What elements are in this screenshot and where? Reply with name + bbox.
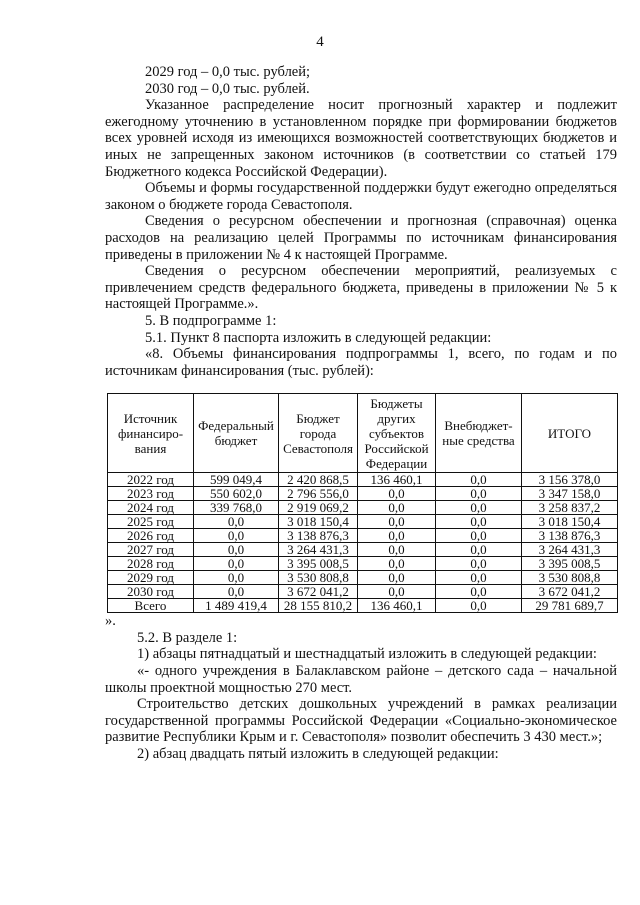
column-header: Источник финансиро-вания: [108, 394, 194, 473]
column-header: Федеральный бюджет: [194, 394, 279, 473]
table-cell: 2 420 868,5: [279, 473, 358, 487]
table-cell: 0,0: [358, 515, 436, 529]
table-cell: 3 395 008,5: [279, 557, 358, 571]
table-cell: 2029 год: [108, 571, 194, 585]
table-cell: 2022 год: [108, 473, 194, 487]
table-row: [108, 501, 618, 515]
document-body: [105, 64, 617, 763]
table-cell: 2028 год: [108, 557, 194, 571]
table-row: [108, 473, 618, 487]
table-cell: 0,0: [194, 585, 279, 599]
financing-table: [107, 393, 618, 613]
paragraph: Сведения о ресурсном обеспечении мероприятий, реализуемых с привлечением средств федерального бюджета, приведены в приложении № 5 к настоящей Программе.».: [105, 263, 617, 313]
table-header-row: [108, 394, 618, 473]
table-cell: 0,0: [358, 501, 436, 515]
column-header: Внебюджет-ные средства: [436, 394, 522, 473]
table-cell: 0,0: [436, 529, 522, 543]
table-cell: 0,0: [358, 557, 436, 571]
table-cell: 3 018 150,4: [279, 515, 358, 529]
table-cell: 2026 год: [108, 529, 194, 543]
table-cell: 3 530 808,8: [522, 571, 618, 585]
paragraph: 2029 год – 0,0 тыс. рублей;: [145, 64, 311, 80]
table-row: [108, 487, 618, 501]
table-cell: 0,0: [436, 473, 522, 487]
table-cell: 3 264 431,3: [522, 543, 618, 557]
table-cell: 136 460,1: [358, 599, 436, 613]
table-cell: 599 049,4: [194, 473, 279, 487]
table-total-row: [108, 599, 618, 613]
table-cell: 3 156 378,0: [522, 473, 618, 487]
table-cell: 0,0: [194, 571, 279, 585]
table-cell: 2024 год: [108, 501, 194, 515]
table-cell: 0,0: [194, 529, 279, 543]
paragraph: «- одного учреждения в Балаклавском районе – детского сада – начальной школы проектной мощностью 270 мест.: [105, 663, 617, 696]
table-cell: 3 258 837,2: [522, 501, 618, 515]
column-header: Бюджет города Севастополя: [279, 394, 358, 473]
table-row: [108, 585, 618, 599]
table-cell: 0,0: [194, 557, 279, 571]
section-heading: 5. В подпрограмме 1:: [145, 312, 277, 329]
table-cell: 29 781 689,7: [522, 599, 618, 613]
paragraph: Сведения о ресурсном обеспечении и прогнозная (справочная) оценка расходов на реализацию целей Программы по источникам финансирования приведены в приложении № 4 к настоящей Программе.: [105, 213, 617, 263]
table-cell: 0,0: [436, 501, 522, 515]
table-cell: 2025 год: [108, 515, 194, 529]
paragraph: Строительство детских дошкольных учреждений в рамках реализации государственной программы Российской Федерации «Социально-экономическое развитие Республики Крым и г. Севастополя» позволит обеспечить 3 430 мест.»;: [105, 696, 617, 746]
table-cell: 3 018 150,4: [522, 515, 618, 529]
table-cell: 0,0: [436, 543, 522, 557]
table-cell: 3 138 876,3: [522, 529, 618, 543]
table-cell: 0,0: [194, 515, 279, 529]
paragraph: 5.1. Пункт 8 паспорта изложить в следующей редакции:: [145, 329, 492, 346]
table-cell: 3 264 431,3: [279, 543, 358, 557]
page-number: 4: [316, 34, 324, 50]
table-cell: 3 138 876,3: [279, 529, 358, 543]
table-row: [108, 543, 618, 557]
table-closing-quote: ».: [105, 613, 116, 630]
column-header: ИТОГО: [522, 394, 618, 473]
table-cell: 0,0: [194, 543, 279, 557]
table-cell: 0,0: [436, 599, 522, 613]
table-cell: 0,0: [358, 585, 436, 599]
table-cell: 2 796 556,0: [279, 487, 358, 501]
table-cell: 0,0: [436, 585, 522, 599]
table-cell: 0,0: [358, 571, 436, 585]
table-cell: 2030 год: [108, 585, 194, 599]
paragraph: Указанное распределение носит прогнозный характер и подлежит ежегодному уточнению в установленном порядке при формировании бюджетов всех уровней исходя из имеющихся возможностей соответствующих бюджетов и иных не запрещенных законом источников (в соответствии со статьей 179 Бюджетного кодекса Российской Федерации).: [105, 97, 617, 180]
table-row: [108, 515, 618, 529]
table-cell: 0,0: [358, 487, 436, 501]
table-cell: 0,0: [436, 557, 522, 571]
table-cell: 3 530 808,8: [279, 571, 358, 585]
table-cell: 550 602,0: [194, 487, 279, 501]
section-heading: 5.2. В разделе 1:: [137, 629, 238, 646]
table-cell: 3 672 041,2: [522, 585, 618, 599]
paragraph: Объемы и формы государственной поддержки будут ежегодно определяться законом о бюджете города Севастополя.: [105, 180, 617, 213]
table-cell: 0,0: [436, 571, 522, 585]
table-row: [108, 571, 618, 585]
table-cell: 0,0: [436, 515, 522, 529]
table-cell: 0,0: [358, 529, 436, 543]
paragraph: 2) абзац двадцать пятый изложить в следующей редакции:: [137, 746, 499, 763]
paragraph: 2030 год – 0,0 тыс. рублей.: [145, 80, 310, 97]
table-cell: 0,0: [436, 487, 522, 501]
table-cell: 3 672 041,2: [279, 585, 358, 599]
table-cell: 136 460,1: [358, 473, 436, 487]
table-cell: 2023 год: [108, 487, 194, 501]
table-cell: 2 919 069,2: [279, 501, 358, 515]
table-cell: 0,0: [358, 543, 436, 557]
table-cell: 2027 год: [108, 543, 194, 557]
table-row: [108, 529, 618, 543]
table-cell: 339 768,0: [194, 501, 279, 515]
paragraph: 1) абзацы пятнадцатый и шестнадцатый изложить в следующей редакции:: [137, 646, 597, 663]
table-cell: 3 395 008,5: [522, 557, 618, 571]
table-cell: 1 489 419,4: [194, 599, 279, 613]
table-cell: Всего: [108, 599, 194, 613]
table-row: [108, 557, 618, 571]
table-cell: 3 347 158,0: [522, 487, 618, 501]
paragraph: «8. Объемы финансирования подпрограммы 1, всего, по годам и по источникам финансирования (тыс. рублей):: [105, 346, 617, 379]
table-cell: 28 155 810,2: [279, 599, 358, 613]
column-header: Бюджеты других субъектов Российской Федерации: [358, 394, 436, 473]
